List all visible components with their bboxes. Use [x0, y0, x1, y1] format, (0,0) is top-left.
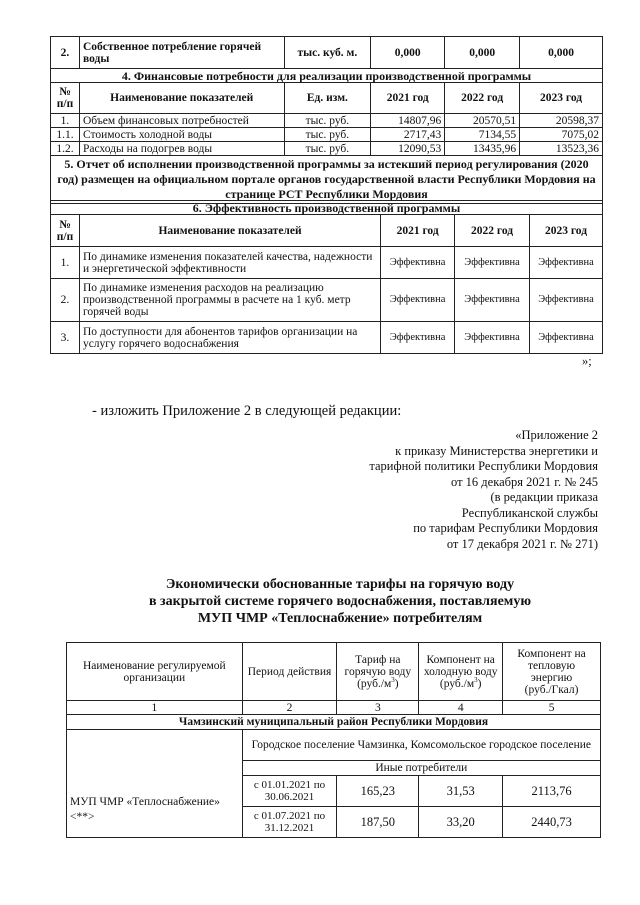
section-6-title: 6. Эффективность производственной программы — [51, 201, 603, 215]
row-unit: тыс. руб. — [284, 128, 371, 142]
row-name: По динамике изменения расходов на реализацию производственной программы в расчете на 1 куб. метр горячей воды — [79, 279, 380, 322]
header-org: Наименование регулируемой организации — [67, 643, 243, 701]
consumers-row: Иные потребители — [242, 761, 600, 776]
row-name: Собственное потребление горячей воды — [79, 37, 284, 69]
value-2021: Эффективна — [381, 247, 455, 279]
col-num: 1 — [67, 701, 243, 715]
row-name: Стоимость холодной воды — [79, 128, 284, 142]
value-2022: Эффективна — [455, 322, 530, 354]
header-name: Наименование показателей — [79, 83, 284, 114]
value-2021: 12090,53 — [371, 142, 445, 156]
value-2022: Эффективна — [455, 279, 530, 322]
title-line: в закрытой системе горячего водоснабжения, поставляемую — [148, 594, 532, 609]
tariff-period: с 01.07.2021 по 31.12.2021 — [242, 807, 337, 838]
table-row — [51, 128, 603, 142]
col-num: 3 — [337, 701, 419, 715]
table-row — [51, 322, 603, 354]
row-num: 2. — [51, 279, 80, 322]
tariff-period: с 01.01.2021 по 30.06.2021 — [242, 776, 337, 807]
value-2021: 14807,96 — [371, 114, 445, 128]
district-row: Чамзинский муниципальный район Республики Мордовия — [67, 715, 601, 730]
table-row — [51, 279, 603, 322]
unit-superscript: 3 — [391, 675, 395, 684]
table-header-row — [51, 215, 603, 247]
section-5-report: 5. Отчет об исполнении производственной программы за истекший период регулирования (2020 год) размещен на официальном портале органов государственной власти Республики Мордовия на странице РСТ Республики Мордовия — [51, 156, 603, 204]
document-title — [40, 576, 640, 627]
row-unit: тыс. руб. — [284, 114, 371, 128]
unit-close: ) — [477, 677, 482, 690]
title-line: Экономически обоснованные тарифы на горячую воду — [165, 577, 515, 592]
col-num: 5 — [503, 701, 601, 715]
value-2023: Эффективна — [530, 322, 603, 354]
appendix-line: Республиканской службы — [461, 505, 598, 520]
tariff-value: 187,50 — [337, 807, 419, 838]
col-num: 4 — [419, 701, 503, 715]
value-2022: 7134,55 — [445, 128, 520, 142]
instruction-text: - изложить Приложение 2 в следующей редакции: — [92, 403, 402, 419]
appendix-line: по тарифам Республики Мордовия — [413, 521, 598, 535]
header-cold-label: Компонент на холодную воду — [423, 653, 498, 678]
tariff-table — [66, 642, 601, 838]
appendix-reference — [369, 428, 598, 552]
header-period: Период действия — [242, 643, 337, 701]
cold-component: 33,20 — [419, 807, 503, 838]
value-2021: Эффективна — [381, 322, 455, 354]
row-name: По доступности для абонентов тарифов организации на услугу горячего водоснабжения — [79, 322, 380, 354]
header-tariff-label: Тариф на горячую воду — [344, 653, 412, 678]
row-name: Расходы на подогрев воды — [79, 142, 284, 156]
row-num: 1.1. — [51, 128, 80, 142]
table-row — [51, 142, 603, 156]
efficiency-table — [50, 200, 603, 354]
header-2022: 2022 год — [445, 83, 520, 114]
header-heat-label: Компонент на тепловую энергию — [517, 647, 586, 684]
appendix-line: от 17 декабря 2021 г. № 271) — [446, 536, 598, 551]
row-num: 1.2. — [51, 142, 80, 156]
value-2023: Эффективна — [530, 247, 603, 279]
value-2022: Эффективна — [455, 247, 530, 279]
org-name: МУП ЧМР «Теплоснабжение» <**> — [67, 730, 243, 838]
value-2023: 0,000 — [520, 37, 603, 69]
title-line: МУП ЧМР «Теплоснабжение» потребителям — [197, 611, 483, 626]
column-number-row — [67, 701, 601, 715]
row-name: По динамике изменения показателей качества, надежности и энергетической эффективности — [79, 247, 380, 279]
section-4-title: 4. Финансовые потребности для реализации производственной программы — [51, 69, 603, 83]
appendix-line: «Приложение 2 — [515, 428, 598, 442]
row-num: 1. — [51, 114, 80, 128]
header-tariff-unit: (руб./м — [357, 677, 392, 690]
row-num: 1. — [51, 247, 80, 279]
header-num: № п/п — [51, 83, 80, 114]
header-unit: Ед. изм. — [284, 83, 371, 114]
heat-component: 2440,73 — [503, 807, 601, 838]
value-2023: Эффективна — [530, 279, 603, 322]
header-tariff — [337, 643, 419, 701]
header-heat — [503, 643, 601, 701]
value-2021: 0,000 — [371, 37, 445, 69]
appendix-line: к приказу Министерства энергетики и — [395, 443, 598, 458]
value-2021: 2717,43 — [371, 128, 445, 142]
table-row — [51, 114, 603, 128]
appendix-line: тарифной политики Республики Мордовия — [369, 459, 598, 473]
unit-superscript: 3 — [474, 675, 478, 684]
value-2022: 20570,51 — [445, 114, 520, 128]
row-name: Объем финансовых потребностей — [79, 114, 284, 128]
settlement-row: Городское поселение Чамзинка, Комсомольское городское поселение — [242, 730, 600, 761]
appendix-line: от 16 декабря 2021 г. № 245 — [450, 474, 598, 489]
row-num: 2. — [51, 37, 80, 69]
value-2021: Эффективна — [381, 279, 455, 322]
row-unit: тыс. руб. — [284, 142, 371, 156]
header-2022: 2022 год — [455, 215, 530, 247]
cold-component: 31,53 — [419, 776, 503, 807]
header-2023: 2023 год — [520, 83, 603, 114]
value-2022: 13435,96 — [445, 142, 520, 156]
table-header-row — [67, 643, 601, 701]
header-cold-unit: (руб./м — [439, 677, 475, 690]
production-program-table — [50, 36, 603, 204]
row-unit: тыс. куб. м. — [284, 37, 371, 69]
heat-component: 2113,76 — [503, 776, 601, 807]
row-num: 3. — [51, 322, 80, 354]
table-row — [51, 247, 603, 279]
value-2022: 0,000 — [445, 37, 520, 69]
header-name: Наименование показателей — [79, 215, 380, 247]
value-2023: 13523,36 — [520, 142, 603, 156]
header-2021: 2021 год — [371, 83, 445, 114]
header-cold — [419, 643, 503, 701]
value-2023: 7075,02 — [520, 128, 603, 142]
header-heat-unit: (руб./Гкал) — [524, 683, 579, 696]
table-row — [51, 37, 603, 69]
table-header-row — [51, 83, 603, 114]
col-num: 2 — [242, 701, 337, 715]
closing-quote: »; — [582, 354, 592, 368]
header-2021: 2021 год — [381, 215, 455, 247]
unit-close: ) — [394, 677, 399, 690]
header-2023: 2023 год — [530, 215, 603, 247]
appendix-line: (в редакции приказа — [490, 490, 598, 504]
tariff-value: 165,23 — [337, 776, 419, 807]
value-2023: 20598,37 — [520, 114, 603, 128]
header-num: № п/п — [51, 215, 80, 247]
